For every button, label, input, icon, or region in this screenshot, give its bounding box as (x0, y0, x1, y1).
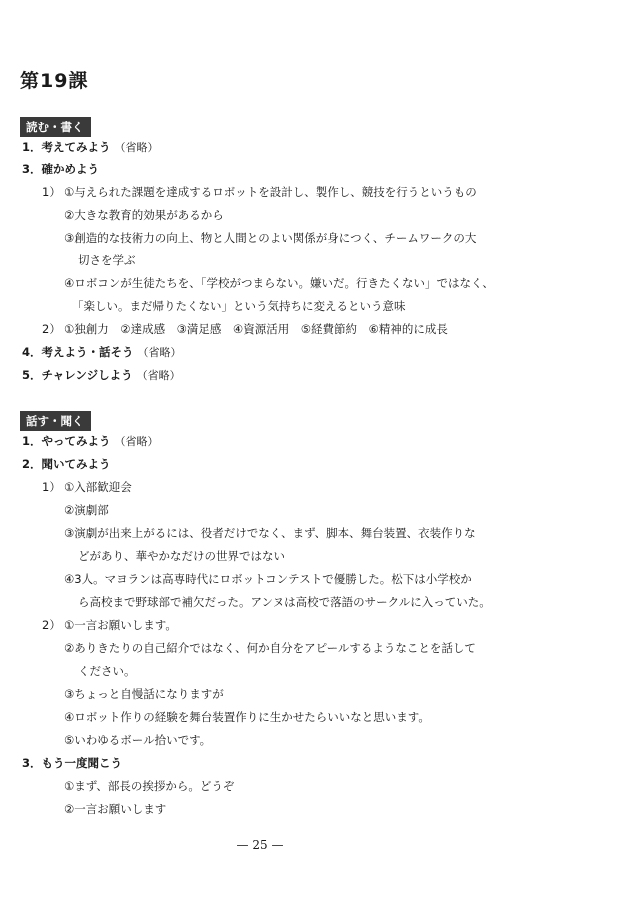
reading-q1-answer-4-line1: ④ロボコンが生徒たちを、「学校がつまらない。嫌いだ。行きたくない」ではなく、 (64, 276, 494, 290)
reading-q1-answer-3-line1: ③創造的な技術力の向上、物と人間とのよい関係が身につく、チームワークの大 (64, 231, 477, 245)
speaking-q1-answer-4-line1: ④3人。マヨランは高専時代にロボットコンテストで優勝した。松下は小学校か (64, 572, 472, 586)
reading-item-1 (22, 139, 159, 156)
speaking-q2-answer-2-line2: ください。 (78, 664, 136, 678)
speaking-item-1 (22, 433, 159, 450)
reading-q1-answer-1: ①与えられた課題を達成するロボットを設計し、製作し、競技を行うというもの (64, 185, 477, 199)
speaking-q1-answer-3-line1: ③演劇が出来上がるには、役者だけでなく、まず、脚本、舞台装置、衣装作りな (64, 526, 476, 540)
reading-item-3-heading: 3．確かめよう (22, 162, 100, 176)
reading-item-5-note: （省略） (136, 369, 181, 382)
speaking-q2-answer-5: ⑤いわゆるボール拾いです。 (64, 733, 212, 747)
speaking-q2-answer-3: ③ちょっと自慢話になりますが (64, 687, 224, 701)
speaking-item-3-answer-1: ①まず、部長の挨拶から。どうぞ (64, 779, 235, 793)
reading-item-1-note: （省略） (114, 141, 159, 154)
lesson-title: 第19課 (20, 70, 89, 92)
speaking-item-3-answer-2: ②一言お願いします (64, 802, 167, 816)
reading-q1-answer-4-line2: 「楽しい。まだ帰りたくない」という気持ちに変えるという意味 (72, 299, 406, 313)
speaking-item-1-note: （省略） (114, 435, 159, 448)
speaking-q2-prefix: 2） (42, 618, 61, 632)
page-number: — 25 — (236, 838, 284, 852)
speaking-q1-answer-1: ①入部歓迎会 (64, 480, 132, 494)
reading-q2-answers: ①独創力 ②達成感 ③満足感 ④資源活用 ⑤経費節約 ⑥精神的に成長 (64, 322, 448, 336)
speaking-q1-prefix: 1） (42, 480, 61, 494)
reading-q1-prefix: 1） (42, 185, 61, 199)
reading-item-4-heading: 4．考えよう・話そう (22, 345, 134, 359)
reading-item-4 (22, 344, 182, 361)
speaking-q2-answer-2-line1: ②ありきたりの自己紹介ではなく、何か自分をアピールするようなことを話して (64, 641, 476, 655)
speaking-item-3-heading: 3．もう一度聞こう (22, 756, 123, 770)
speaking-q1-answer-4-line2: ら高校まで野球部で補欠だった。アンヌは高校で落語のサークルに入っていた。 (78, 595, 491, 609)
reading-q1-answer-2: ②大きな教育的効果があるから (64, 208, 224, 222)
reading-q1-answer-3-line2: 切さを学ぶ (78, 253, 136, 267)
section-label-speaking: 話す・聞く (20, 411, 91, 431)
reading-item-5 (22, 367, 181, 384)
speaking-q2-answer-4: ④ロボット作りの経験を舞台装置作りに生かせたらいいなと思います。 (64, 710, 430, 724)
speaking-item-2-heading: 2．聞いてみよう (22, 457, 111, 471)
reading-item-5-heading: 5．チャレンジしよう (22, 368, 133, 382)
speaking-item-1-heading: 1．やってみよう (22, 434, 111, 448)
speaking-q1-answer-3-line2: どがあり、華やかなだけの世界ではない (78, 549, 285, 563)
reading-q2-prefix: 2） (42, 322, 61, 336)
section-label-reading: 読む・書く (20, 117, 91, 137)
reading-item-1-heading: 1．考えてみよう (22, 140, 111, 154)
speaking-q2-answer-1: ①一言お願いします。 (64, 618, 177, 632)
speaking-q1-answer-2: ②演劇部 (64, 503, 109, 517)
reading-item-4-note: （省略） (137, 346, 182, 359)
